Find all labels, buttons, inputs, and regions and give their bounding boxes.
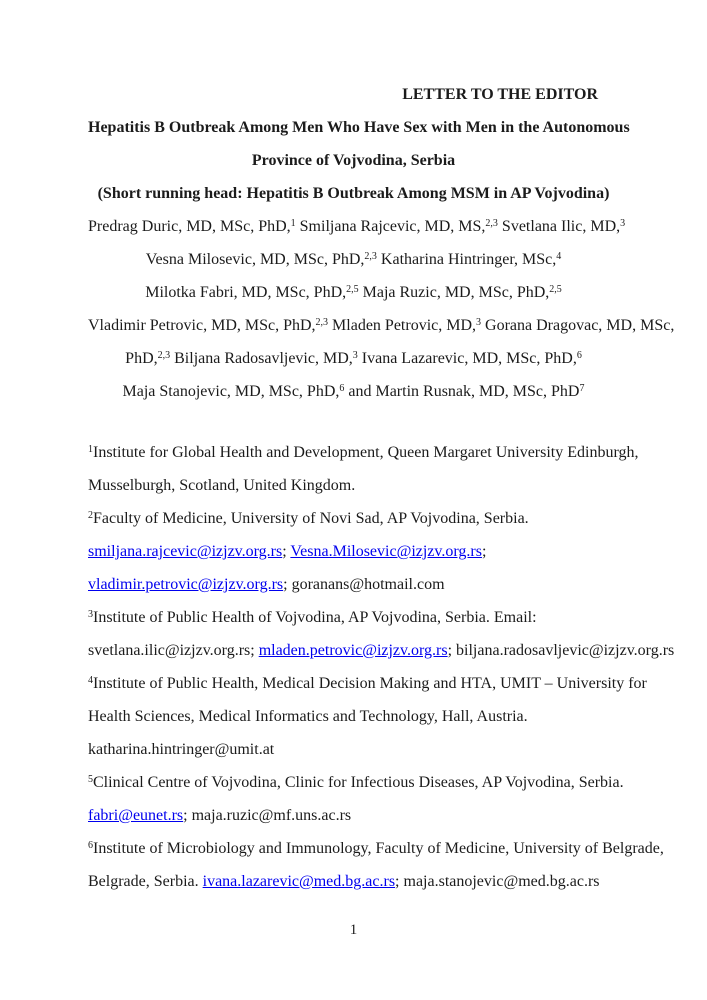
text-run: Ivana Lazarevic, MD, MSc, PhD, [357, 350, 577, 367]
text-run: ; maja.stanojevic@med.bg.ac.rs [395, 873, 600, 890]
affiliation-line [88, 469, 619, 502]
affiliation-line [88, 535, 619, 568]
superscript-ref: 3 [476, 317, 482, 328]
text-run: svetlana.ilic@izjzv.org.rs; [88, 642, 259, 659]
superscript-ref: 2,3 [364, 251, 377, 262]
affiliation-line [88, 733, 619, 766]
superscript-ref: 2,5 [346, 284, 359, 295]
text-run: (Short running head: Hepatitis B Outbreak Among MSM in AP Vojvodina) [97, 185, 610, 202]
text-run: ; biljana.radosavljevic@izjzv.org.rs [447, 642, 675, 659]
email-link[interactable]: mladen.petrovic@izjzv.org.rs [258, 642, 448, 659]
superscript-ref: 2,3 [157, 350, 171, 361]
text-run: ; [282, 543, 291, 560]
superscript-ref: 4 [556, 251, 562, 262]
text-run: Clinical Centre of Vojvodina, Clinic for Infectious Diseases, AP Vojvodina, Serbia. [93, 774, 624, 791]
superscript-ref: 3 [620, 218, 626, 229]
document-body [88, 78, 675, 898]
email-link[interactable]: smiljana.rajcevic@izjzv.org.rs [88, 543, 283, 560]
superscript-ref: 1 [290, 218, 296, 229]
text-run: PhD, [125, 350, 158, 367]
text-run: Vladimir Petrovic, MD, MSc, PhD, [88, 317, 316, 334]
text-run: katharina.hintringer@umit.at [88, 741, 275, 758]
text-run: Institute of Public Health, Medical Decision Making and HTA, UMIT – University for [93, 675, 647, 692]
text-run: and Martin Rusnak, MD, MSc, PhD [344, 383, 580, 400]
affiliation-line [88, 766, 624, 799]
superscript-ref: 6 [576, 350, 582, 361]
email-link[interactable]: ivana.lazarevic@med.bg.ac.rs [202, 873, 396, 890]
text-run: LETTER TO THE EDITOR [402, 86, 598, 103]
superscript-ref: 1 [88, 444, 93, 455]
author-line [88, 342, 619, 375]
affiliation-line [88, 799, 619, 832]
text-run: Gorana Dragovac, MD, MSc, [481, 317, 675, 334]
author-line [88, 243, 619, 276]
article-title-line [88, 111, 630, 144]
email-link[interactable]: Vesna.Milosevic@izjzv.org.rs [290, 543, 482, 560]
superscript-ref: 6 [88, 840, 93, 851]
text-run: Belgrade, Serbia. [88, 873, 203, 890]
text-run: Mladen Petrovic, MD, [328, 317, 477, 334]
text-run: Institute of Public Health of Vojvodina, AP Vojvodina, Serbia. Email: [93, 609, 537, 626]
affiliation-line [88, 832, 664, 865]
superscript-ref: 2 [88, 510, 93, 521]
text-run: Katharina Hintringer, MSc, [376, 251, 557, 268]
text-run: Predrag Duric, MD, MSc, PhD, [88, 218, 291, 235]
affiliation-line [88, 667, 647, 700]
author-line [88, 375, 619, 408]
text-run: Hepatitis B Outbreak Among Men Who Have Sex with Men in the Autonomous [88, 119, 630, 136]
article-title-line [88, 144, 619, 177]
page-number: 1 [349, 922, 358, 938]
affiliation-line [88, 568, 619, 601]
text-run: Maja Stanojevic, MD, MSc, PhD, [122, 383, 340, 400]
author-line [88, 309, 675, 342]
text-run: Smiljana Rajcevic, MD, MS, [295, 218, 486, 235]
affiliation-line [88, 502, 619, 535]
author-line [88, 210, 626, 243]
text-run: ; goranans@hotmail.com [283, 576, 445, 593]
superscript-ref: 2,3 [485, 218, 498, 229]
text-run: Maja Ruzic, MD, MSc, PhD, [358, 284, 550, 301]
text-run: Faculty of Medicine, University of Novi Sad, AP Vojvodina, Serbia. [93, 510, 529, 527]
text-run: Musselburgh, Scotland, United Kingdom. [88, 477, 356, 494]
superscript-ref: 6 [339, 383, 345, 394]
superscript-ref: 2,5 [549, 284, 562, 295]
superscript-ref: 3 [88, 609, 93, 620]
author-line [88, 276, 619, 309]
text-run: Biljana Radosavljevic, MD, [170, 350, 353, 367]
affiliation-line [88, 865, 619, 898]
superscript-ref: 3 [352, 350, 358, 361]
letter-type-heading [88, 78, 619, 111]
email-link[interactable]: fabri@eunet.rs [88, 807, 184, 824]
affiliation-line [88, 634, 675, 667]
text-run: Province of Vojvodina, Serbia [251, 152, 456, 169]
affiliation-line [88, 700, 619, 733]
superscript-ref: 2,3 [315, 317, 329, 328]
text-run: Institute of Microbiology and Immunology, Faculty of Medicine, University of Belgrade, [93, 840, 664, 857]
affiliation-line [88, 436, 639, 469]
email-link[interactable]: vladimir.petrovic@izjzv.org.rs [88, 576, 284, 593]
text-run: Vesna Milosevic, MD, MSc, PhD, [145, 251, 365, 268]
superscript-ref: 7 [579, 383, 585, 394]
text-run: Svetlana Ilic, MD, [497, 218, 621, 235]
text-run: Health Sciences, Medical Informatics and Technology, Hall, Austria. [88, 708, 528, 725]
affiliation-line [88, 601, 619, 634]
superscript-ref: 5 [88, 774, 93, 785]
text-run: ; [481, 543, 487, 560]
text-run: Milotka Fabri, MD, MSc, PhD, [145, 284, 347, 301]
text-run: Institute for Global Health and Development, Queen Margaret University Edinburgh, [93, 444, 639, 461]
running-head [88, 177, 619, 210]
text-run: ; maja.ruzic@mf.uns.ac.rs [183, 807, 352, 824]
superscript-ref: 4 [88, 675, 93, 686]
